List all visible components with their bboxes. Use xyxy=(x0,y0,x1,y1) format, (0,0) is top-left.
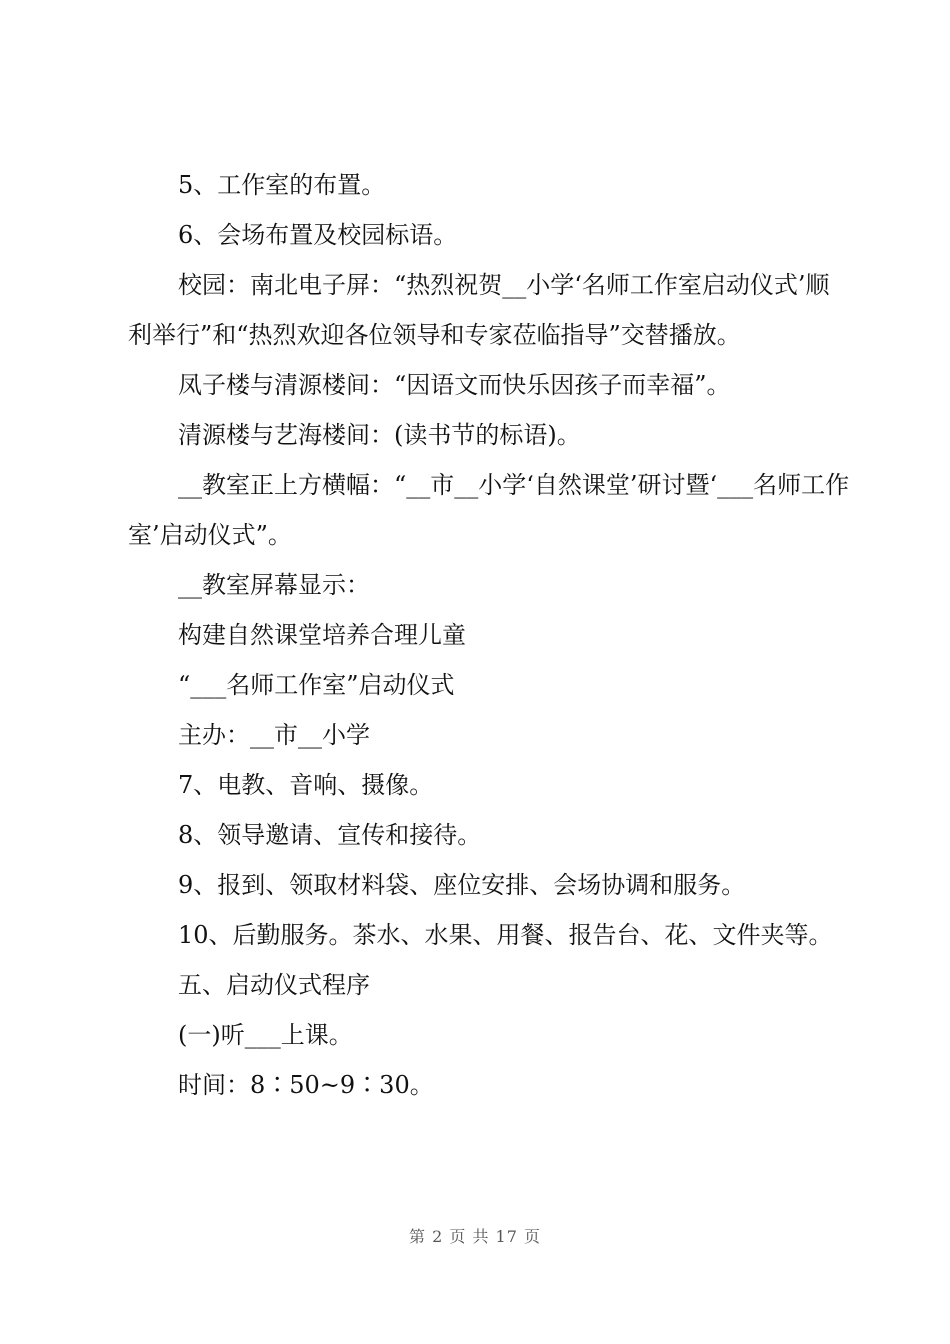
paragraph-qingyuan-yihai: 清源楼与艺海楼间：(读书节的标语)。 xyxy=(178,421,581,449)
paragraph-5-workroom: 5、工作室的布置。 xyxy=(178,171,386,199)
paragraph-classroom-screen: __教室屏幕显示： xyxy=(178,571,370,599)
paragraph-organizer: 主办：__市__小学 xyxy=(178,721,370,749)
paragraph-classroom-banner: __教室正上方横幅：“__市__小学‘自然课堂’研讨暨‘___名师工作室’启动仪式”。 xyxy=(128,471,850,549)
paragraph-9-registration: 9、报到、领取材料袋、座位安排、会场协调和服务。 xyxy=(178,871,746,899)
section-heading-procedure: 五、启动仪式程序 xyxy=(178,971,370,999)
document-body xyxy=(128,160,850,1110)
paragraph-screen-line-1: 构建自然课堂培养合理儿童 xyxy=(178,621,466,649)
paragraph-campus-screen: 校园：南北电子屏：“热烈祝贺__小学‘名师工作室启动仪式’顺利举行”和“热烈欢迎各位领导和专家莅临指导”交替播放。 xyxy=(128,271,830,349)
paragraph-time: 时间：8∶50~9∶30。 xyxy=(178,1071,434,1099)
page-footer: 第 2 页 共 17 页 xyxy=(409,1227,541,1246)
paragraph-fengzi-qingyuan: 凤子楼与清源楼间：“因语文而快乐因孩子而幸福”。 xyxy=(178,371,731,399)
paragraph-screen-line-2: “___名师工作室”启动仪式 xyxy=(178,671,455,699)
paragraph-attend-class: (一)听___上课。 xyxy=(178,1021,353,1049)
paragraph-8-invitation: 8、领导邀请、宣传和接待。 xyxy=(178,821,482,849)
paragraph-7-av: 7、电教、音响、摄像。 xyxy=(178,771,434,799)
paragraph-6-venue-slogans: 6、会场布置及校园标语。 xyxy=(178,221,458,249)
paragraph-10-logistics: 10、后勤服务。茶水、水果、用餐、报告台、花、文件夹等。 xyxy=(178,921,833,949)
